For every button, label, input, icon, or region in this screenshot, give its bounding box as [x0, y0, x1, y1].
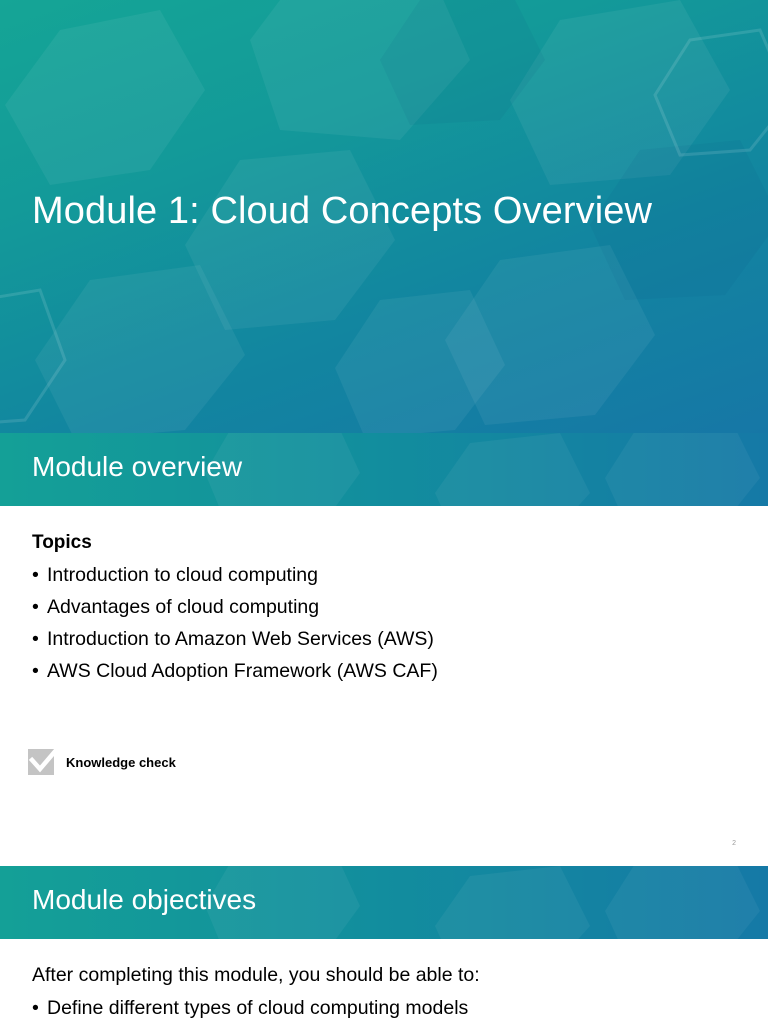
knowledge-check: [28, 748, 176, 776]
bullet: •: [32, 660, 39, 682]
knowledge-check-label: Knowledge check: [66, 754, 176, 770]
list-item: [32, 996, 468, 1020]
topics-label: Topics: [32, 532, 92, 553]
section-heading: Module objectives: [32, 884, 257, 915]
topics-list: [32, 563, 438, 691]
list-item: [32, 595, 438, 627]
topic-text: AWS Cloud Adoption Framework (AWS CAF): [47, 660, 438, 682]
bullet: •: [32, 997, 39, 1019]
module-objectives-header: [0, 866, 768, 939]
slide-title: Module 1: Cloud Concepts Overview: [32, 190, 653, 232]
bullet: •: [32, 596, 39, 618]
list-item: [32, 659, 438, 691]
topic-text: Advantages of cloud computing: [47, 596, 320, 618]
objectives-list: [32, 996, 468, 1020]
checkmark-icon: [28, 749, 54, 775]
list-item: [32, 627, 438, 659]
page-number: 2: [732, 840, 736, 847]
objective-text: Define different types of cloud computing models: [47, 997, 469, 1019]
topic-text: Introduction to Amazon Web Services (AWS): [47, 628, 434, 650]
topic-text: Introduction to cloud computing: [47, 564, 319, 586]
bullet: •: [32, 628, 39, 650]
module-objectives-content: [0, 939, 768, 1024]
module-overview-header: [0, 433, 768, 506]
list-item: [32, 563, 438, 595]
title-slide: [0, 0, 768, 433]
module-overview-content: [0, 506, 768, 866]
section-heading: Module overview: [32, 451, 243, 482]
bullet: •: [32, 564, 39, 586]
objectives-intro: After completing this module, you should be able to:: [32, 964, 480, 986]
